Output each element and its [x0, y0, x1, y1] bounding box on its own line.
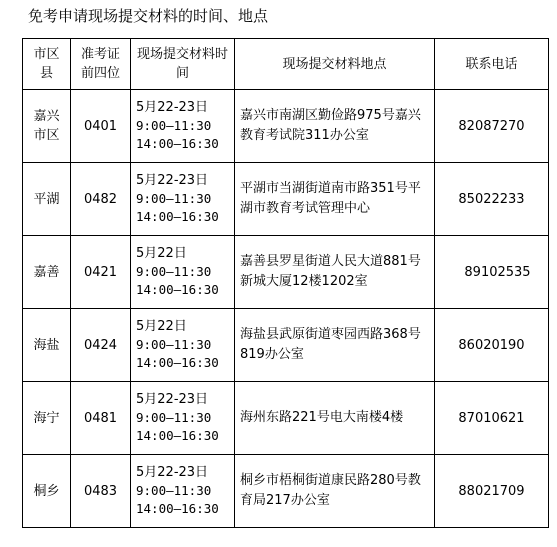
morning-hours: 9:00—11:30 — [136, 337, 212, 352]
region-name: 桐乡 — [33, 483, 60, 499]
afternoon-hours: 14:00—16:30 — [136, 428, 219, 443]
location-cell — [235, 163, 435, 236]
time-cell — [131, 163, 235, 236]
phone-cell — [435, 382, 549, 455]
exam-number-prefix: 0424 — [83, 337, 118, 353]
location-cell — [235, 455, 435, 528]
region-cell — [23, 382, 71, 455]
region-cell — [23, 455, 71, 528]
submission-date: 5月22日 — [136, 319, 187, 334]
morning-hours: 9:00—11:30 — [136, 191, 212, 206]
location-address: 海州东路221号电大南楼4楼 — [240, 410, 404, 425]
region-name: 嘉善 — [33, 264, 60, 280]
time-cell — [131, 90, 235, 163]
header-time: 现场提交材料时间 — [131, 39, 235, 90]
region-cell — [23, 163, 71, 236]
phone-number: 89102535 — [464, 264, 531, 280]
page-title: 免考申请现场提交材料的时间、地点 — [28, 7, 269, 25]
afternoon-hours: 14:00—16:30 — [136, 501, 219, 516]
phone-cell — [435, 309, 549, 382]
phone-number: 88021709 — [458, 483, 525, 499]
time-cell — [131, 309, 235, 382]
exam-number-prefix: 0421 — [83, 264, 118, 280]
prefix-cell — [71, 309, 131, 382]
exam-number-prefix: 0482 — [83, 191, 118, 207]
submission-date: 5月22日 — [136, 246, 187, 261]
table-row — [23, 90, 549, 163]
afternoon-hours: 14:00—16:30 — [136, 282, 219, 297]
prefix-cell — [71, 236, 131, 309]
table-row — [23, 382, 549, 455]
region-name: 嘉兴市区 — [33, 109, 60, 143]
time-cell — [131, 382, 235, 455]
location-cell — [235, 309, 435, 382]
afternoon-hours: 14:00—16:30 — [136, 209, 219, 224]
submission-date: 5月22-23日 — [136, 173, 209, 188]
phone-cell — [435, 236, 549, 309]
region-cell — [23, 236, 71, 309]
location-cell — [235, 382, 435, 455]
time-cell — [131, 236, 235, 309]
phone-cell — [435, 455, 549, 528]
prefix-cell — [71, 90, 131, 163]
submission-info-table — [22, 38, 549, 528]
submission-date: 5月22-23日 — [136, 100, 209, 115]
header-location: 现场提交材料地点 — [235, 39, 435, 90]
phone-cell — [435, 90, 549, 163]
exam-number-prefix: 0401 — [83, 118, 118, 134]
morning-hours: 9:00—11:30 — [136, 410, 212, 425]
phone-number: 82087270 — [458, 118, 525, 134]
prefix-cell — [71, 163, 131, 236]
location-address: 平湖市当湖街道南市路351号平湖市教育考试管理中心 — [240, 181, 421, 216]
afternoon-hours: 14:00—16:30 — [136, 355, 219, 370]
location-address: 海盐县武原街道枣园西路368号819办公室 — [240, 327, 421, 362]
submission-date: 5月22-23日 — [136, 465, 209, 480]
afternoon-hours: 14:00—16:30 — [136, 136, 219, 151]
table-row — [23, 163, 549, 236]
table-row — [23, 309, 549, 382]
phone-number: 86020190 — [458, 337, 525, 353]
morning-hours: 9:00—11:30 — [136, 118, 212, 133]
exam-number-prefix: 0483 — [83, 483, 118, 499]
prefix-cell — [71, 382, 131, 455]
location-address: 桐乡市梧桐街道康民路280号教育局217办公室 — [240, 473, 421, 508]
region-name: 平湖 — [33, 191, 60, 207]
time-cell — [131, 455, 235, 528]
morning-hours: 9:00—11:30 — [136, 264, 212, 279]
header-region: 市区县 — [23, 39, 71, 90]
header-phone: 联系电话 — [435, 39, 549, 90]
phone-number: 85022233 — [458, 191, 525, 207]
region-name: 海盐 — [33, 337, 60, 353]
phone-cell — [435, 163, 549, 236]
morning-hours: 9:00—11:30 — [136, 483, 212, 498]
location-cell — [235, 90, 435, 163]
header-prefix: 准考证前四位 — [71, 39, 131, 90]
region-cell — [23, 90, 71, 163]
prefix-cell — [71, 455, 131, 528]
table-row — [23, 236, 549, 309]
table-row — [23, 455, 549, 528]
exam-number-prefix: 0481 — [83, 410, 118, 426]
location-cell — [235, 236, 435, 309]
phone-number: 87010621 — [458, 410, 525, 426]
submission-date: 5月22-23日 — [136, 392, 209, 407]
table-header-row — [23, 39, 549, 90]
region-name: 海宁 — [33, 410, 60, 426]
location-address: 嘉善县罗星街道人民大道881号新城大厦12楼1202室 — [240, 254, 421, 289]
location-address: 嘉兴市南湖区勤俭路975号嘉兴教育考试院311办公室 — [240, 108, 421, 143]
region-cell — [23, 309, 71, 382]
